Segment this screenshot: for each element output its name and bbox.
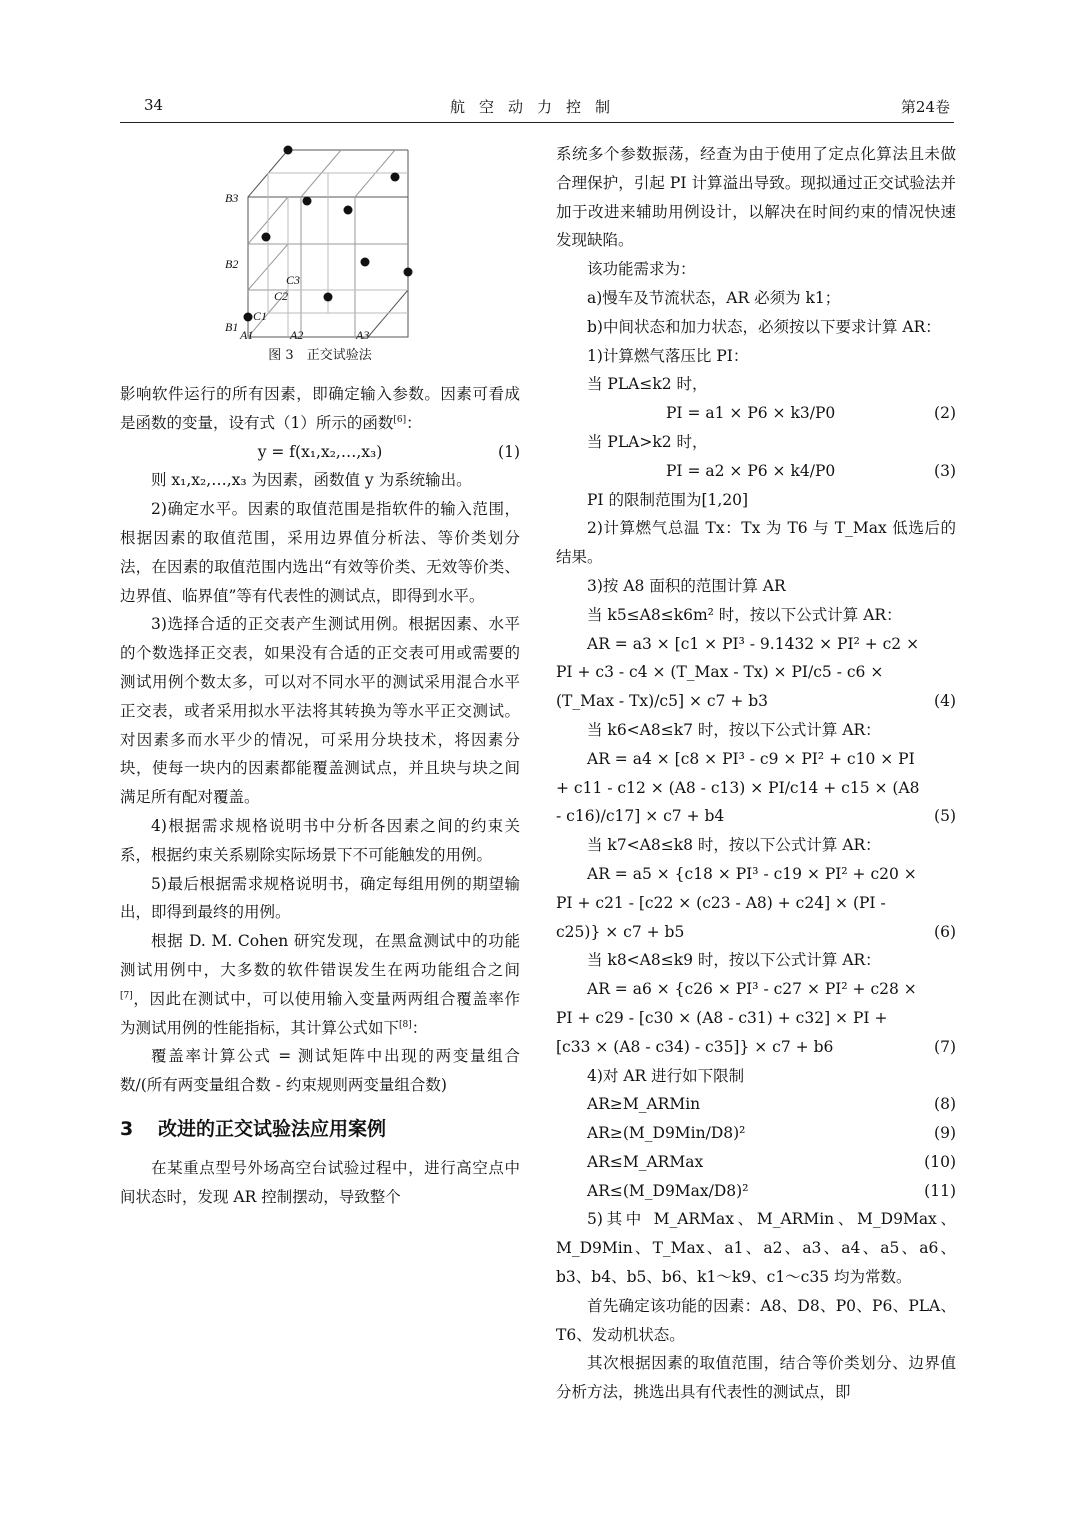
header-rule <box>120 122 954 123</box>
paragraph: 当 k5≤A8≤k6m² 时，按以下公式计算 AR： <box>587 605 902 624</box>
label-b3: B3 <box>225 191 239 205</box>
paragraph: 2)确定水平。因素的取值范围是指软件的输入范围，根据因素的取值范围，采用边界值分析法、等价类划分法，在因素的取值范围内选出“有效等价类、无效等价类、边界值、临界值”等有代表性的测试点，即得到水平。 <box>120 500 520 605</box>
paragraph: PI 的限制范围为[1,20] <box>587 490 749 509</box>
test-point <box>344 206 353 215</box>
equation-3: PI = a2 × P6 × k4/P0 (3) <box>666 461 956 480</box>
test-point <box>391 173 400 182</box>
orthogonal-cube-figure <box>120 140 520 340</box>
label-c1: C1 <box>253 309 268 323</box>
paragraph: 当 k6<A8≤k7 时，按以下公式计算 AR： <box>587 720 881 739</box>
paragraph: 系统多个参数振荡，经查为由于使用了定点化算法且未做合理保护，引起 PI 计算溢出导致。现拟通过正交试验法并加于改进来辅助用例设计，以解决在时间约束的情况快速发现缺陷。 <box>556 145 956 250</box>
label-c3: C3 <box>286 273 301 287</box>
equation-6: AR = a5 × {c18 × PI³ - c19 × PI² + c20 × PI + c21 - [c22 × (c23 - A8) + c24] × (PI - c25)} × c7 + b5 (6) <box>556 864 956 941</box>
test-point <box>284 146 293 155</box>
equation-7: AR = a6 × {c26 × PI³ - c27 × PI² + c28 × PI + c29 - [c30 × (A8 - c31) + c32] × PI + [c33 × (A8 - c34) - c35]} × c7 + b6 (7) <box>556 980 956 1056</box>
paragraph: 根据 D. M. Cohen 研究发现，在黑盒测试中的功能测试用例中，大多数的软件错误发生在两功能组合之间[7]，因此在测试中，可以使用输入变量两两组合覆盖率作为测试用例的性能指标，其计算公式如下[8]： <box>120 932 520 1037</box>
paragraph: 当 k8<A8≤k9 时，按以下公式计算 AR： <box>587 951 881 970</box>
paragraph: 2)计算燃气总温 Tx：Tx 为 T6 与 T_Max 低选后的结果。 <box>556 519 956 567</box>
label-c2: C2 <box>274 289 289 303</box>
test-point <box>303 197 312 206</box>
equation-4: AR = a3 × [c1 × PI³ - 9.1432 × PI² + c2 × PI + c3 - c4 × (T_Max - Tx) × PI/c5 - c6 × (T_Max - Tx)/c5] × c7 + b3 (4) <box>556 634 956 711</box>
equation-9: AR≥(M_D9Min/D8)² (9) <box>587 1124 956 1143</box>
paragraph: 1)计算燃气落压比 PI： <box>587 346 749 365</box>
figure-caption: 图 3 正交试验法 <box>268 348 372 363</box>
paragraph: 其次根据因素的取值范围，结合等价类划分、边界值分析方法，挑选出具有代表性的测试点，即 <box>556 1354 956 1402</box>
paragraph: 当 k7<A8≤k8 时，按以下公式计算 AR： <box>587 836 881 855</box>
cube-diagram <box>120 140 520 340</box>
label-a3: A3 <box>356 328 370 340</box>
paragraph: 覆盖率计算公式 = 测试矩阵中出现的两变量组合数/(所有两变量组合数 - 约束规则两变量组合数) <box>120 1047 520 1095</box>
paragraph: 当 PLA≤k2 时， <box>587 375 708 394</box>
label-b1: B1 <box>225 320 239 334</box>
equation-1: y = f(x₁,x₂,…,x₃) (1) <box>257 442 520 461</box>
page-number: 34 <box>144 96 164 114</box>
paragraph: 5)最后根据需求规格说明书，确定每组用例的期望输出，即得到最终的用例。 <box>120 874 520 922</box>
paragraph: 3)按 A8 面积的范围计算 AR <box>587 576 786 595</box>
paragraph: 首先确定该功能的因素：A8、D8、P0、P6、PLA、T6、发动机状态。 <box>556 1296 956 1344</box>
test-point <box>361 258 370 267</box>
paragraph: 当 PLA>k2 时， <box>587 432 708 451</box>
volume-label: 第24卷 <box>900 98 950 116</box>
paragraph: a)慢车及节流状态，AR 必须为 k1； <box>587 288 841 307</box>
paragraph: 5)其中 M_ARMax、M_ARMin、M_D9Max、M_D9Min、T_Max、a1、a2、a3、a4、a5、a6、b3、b4、b5、b6、k1～k9、c1～c35 均为常数。 <box>556 1210 956 1287</box>
right-column <box>556 140 956 1407</box>
test-point <box>404 268 413 277</box>
paragraph: 4)对 AR 进行如下限制 <box>587 1066 745 1085</box>
equation-10: AR≤M_ARMax (10) <box>587 1152 956 1171</box>
test-point <box>324 293 333 302</box>
journal-title: 航空动力控制 <box>449 98 624 116</box>
label-a2: A2 <box>290 328 304 340</box>
equation-5: AR = a4 × [c8 × PI³ - c9 × PI² + c10 × PI + c11 - c12 × (A8 - c13) × PI/c14 + c15 × (A8 - c16)/c17] × c7 + b4 (5) <box>556 749 956 826</box>
paragraph: 4)根据需求规格说明书中分析各因素之间的约束关系，根据约束关系剔除实际场景下不可能触发的用例。 <box>120 816 520 864</box>
section-heading: 3 改进的正交试验法应用案例 <box>120 1117 387 1140</box>
equation-8: AR≥M_ARMin (8) <box>587 1095 956 1114</box>
test-point <box>262 233 271 242</box>
label-a1: A1 <box>240 328 254 340</box>
paragraph: 影响软件运行的所有因素，即确定输入参数。因素可看成是函数的变量，设有式（1）所示的函数[6]： <box>120 385 520 432</box>
page-header <box>120 96 954 122</box>
left-column <box>120 140 520 1212</box>
test-point <box>244 313 253 322</box>
paragraph: 在某重点型号外场高空台试验过程中，进行高空点中间状态时，发现 AR 控制摆动，导致整个 <box>120 1158 520 1206</box>
paragraph: 则 x₁,x₂,…,x₃ 为因素，函数值 y 为系统输出。 <box>151 471 472 490</box>
paragraph: b)中间状态和加力状态，必须按以下要求计算 AR： <box>587 317 941 336</box>
label-b2: B2 <box>225 257 239 271</box>
paragraph: 该功能需求为： <box>587 260 696 279</box>
equation-11: AR≤(M_D9Max/D8)² (11) <box>587 1181 956 1200</box>
equation-2: PI = a1 × P6 × k3/P0 (2) <box>666 404 956 423</box>
paragraph: 3)选择合适的正交表产生测试用例。根据因素、水平的个数选择正交表，如果没有合适的正交表可用或需要的测试用例个数太多，可以对不同水平的测试采用混合水平正交表，或者采用拟水平法将其转换为等水平正交测试。对因素多而水平少的情况，可采用分块技术，将因素分块，使每一块内的因素都能覆盖测试点，并且块与块之间满足所有配对覆盖。 <box>120 615 520 807</box>
